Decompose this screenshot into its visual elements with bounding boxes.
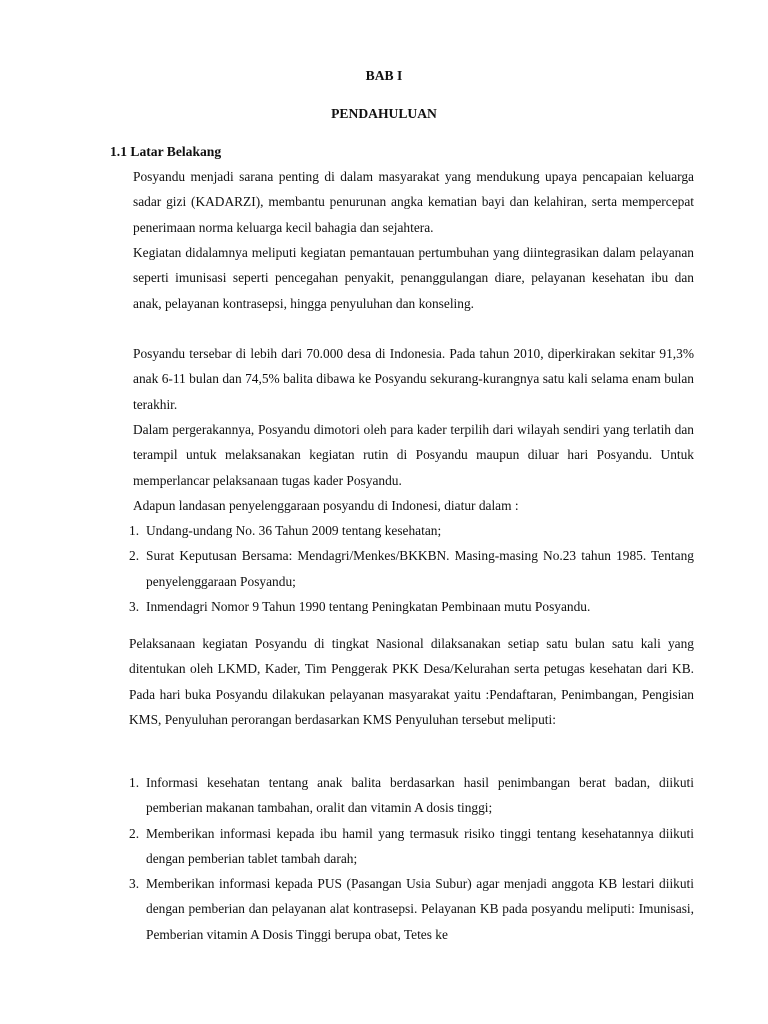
list-item-number: 2. — [129, 825, 140, 841]
list-item-text: Informasi kesehatan tentang anak balita berdasarkan hasil penimbangan berat badan, diikuti pemberian makanan tambahan, oralit dan vitamin A dosis tinggi; — [146, 775, 694, 816]
chapter-label: BAB I — [365, 68, 403, 83]
list-item-text: Memberikan informasi kepada PUS (Pasangan Usia Subur) agar menjadi anggota KB lestari diikuti dengan pemberian dan pelayanan alat kontrasepsi. Pelayanan KB pada posyandu meliputi: Imunisasi, Pemberian vitamin A Dosis Tinggi berupa obat, Tetes ke — [146, 876, 694, 942]
paragraph-cadres: Dalam pergerakannya, Posyandu dimotori oleh para kader terpilih dari wilayah sendiri yang terlatih dan terampil untuk melaksanakan kegiatan rutin di Posyandu maupun diluar hari Posyandu. Untuk memperlancar pelaksanaan tugas kader Posyandu. — [133, 422, 694, 488]
list-item-number: 3. — [129, 598, 140, 614]
list-item-text: Undang-undang No. 36 Tahun 2009 tentang kesehatan; — [146, 523, 442, 538]
paragraph-national: Pelaksanaan kegiatan Posyandu di tingkat Nasional dilaksanakan setiap satu bulan satu kali yang ditentukan oleh LKMD, Kader, Tim Penggerak PKK Desa/Kelurahan serta petugas kesehatan dari KB. Pada hari buka Posyandu dilakukan pelayanan masyarakat yaitu :Pendaftaran, Penimbangan, Pengisian KMS, Penyuluhan perorangan berdasarkan KMS Penyuluhan tersebut meliputi: — [129, 636, 694, 727]
list-item — [129, 770, 694, 821]
list-item-number: 1. — [129, 775, 140, 790]
paragraph-intro: Posyandu menjadi sarana penting di dalam masyarakat yang mendukung upaya pencapaian keluarga sadar gizi (KADARZI), membantu penurunan angka kematian bayi dan kelahiran, serta mempercepat penerimaan norma keluarga kecil bahagia dan sejahtera. — [133, 169, 694, 235]
chapter-title: PENDAHULUAN — [331, 106, 437, 121]
list-item — [129, 871, 694, 947]
list-item — [129, 821, 694, 872]
list-item-number: 2. — [129, 548, 140, 564]
paragraph-coverage: Posyandu tersebar di lebih dari 70.000 desa di Indonesia. Pada tahun 2010, diperkirakan sekitar 91,3% anak 6-11 bulan dan 74,5% balita dibawa ke Posyandu sekurang-kurangnya satu kali selama enam bulan terakhir. — [133, 346, 694, 412]
legal-basis-list — [129, 518, 694, 619]
list-item — [129, 518, 694, 543]
paragraph-activities: Kegiatan didalamnya meliputi kegiatan pemantauan pertumbuhan yang diintegrasikan dalam pelayanan seperti imunisasi seperti pencegahan penyakit, penanggulangan diare, pelayanan kesehatan ibu dan anak, pelayanan kontrasepsi, hingga penyuluhan dan konseling. — [133, 245, 694, 311]
section-heading: 1.1 Latar Belakang — [110, 144, 222, 159]
service-list — [129, 770, 694, 947]
list-item-number: 3. — [129, 876, 140, 892]
list-item — [129, 594, 694, 619]
list-item — [129, 543, 694, 594]
list-item-text: Inmendagri Nomor 9 Tahun 1990 tentang Peningkatan Pembinaan mutu Posyandu. — [146, 598, 591, 614]
paragraph-legal-basis: Adapun landasan penyelenggaraan posyandu di Indonesi, diatur dalam : — [133, 498, 519, 513]
list-item-text: Memberikan informasi kepada ibu hamil yang termasuk risiko tinggi tentang kesehatannya diikuti dengan pemberian tablet tambah darah; — [146, 825, 694, 866]
list-item-text: Surat Keputusan Bersama: Mendagri/Menkes/BKKBN. Masing-masing No.23 tahun 1985. Tentang penyelenggaraan Posyandu; — [146, 548, 694, 589]
list-item-number: 1. — [129, 523, 140, 538]
